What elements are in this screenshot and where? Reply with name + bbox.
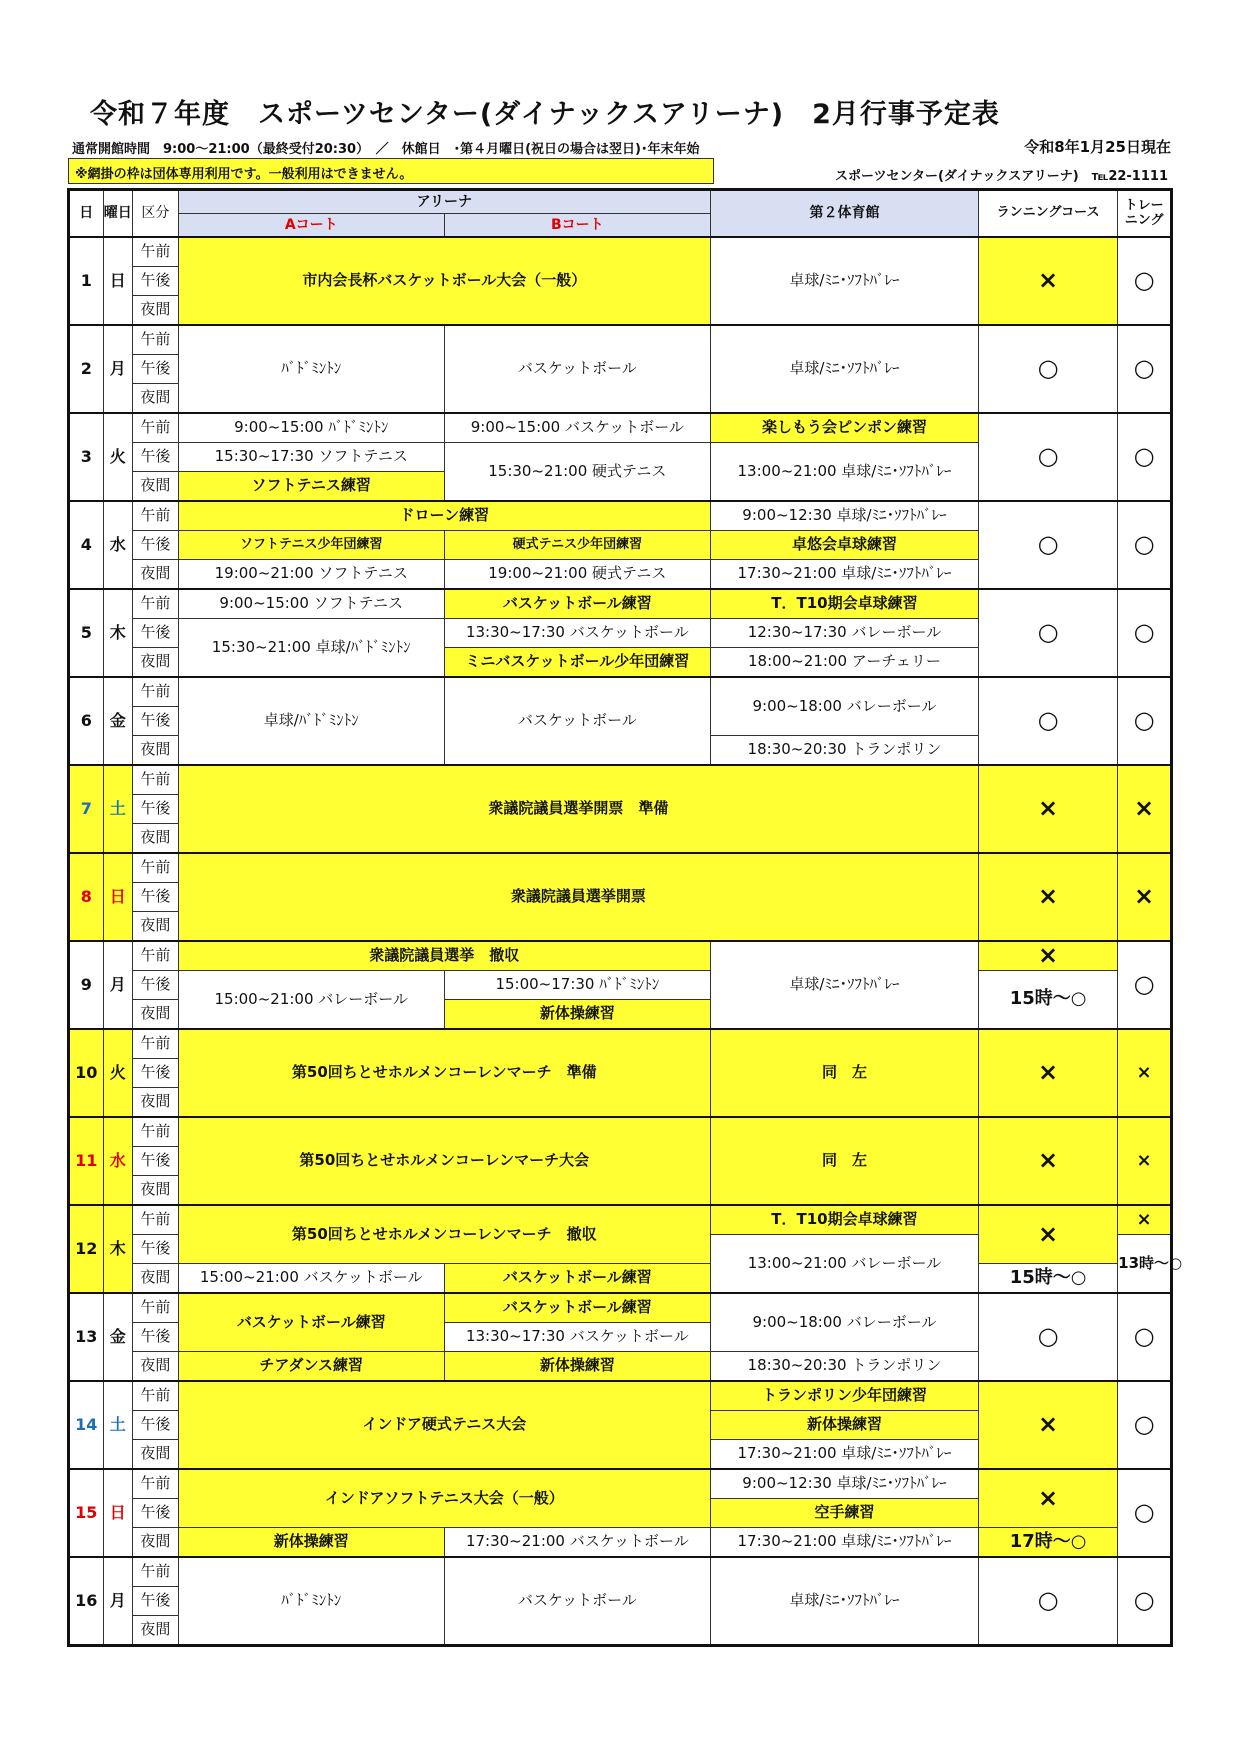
running-course-cell: ○ — [979, 677, 1118, 765]
period-label: 午後 — [132, 531, 178, 560]
period-label: 午前 — [132, 853, 178, 883]
gym2-cell: トランポリン少年団練習 — [710, 1381, 978, 1411]
page-title: 令和７年度 スポーツセンター(ダイナックスアリーナ) 2月行事予定表 — [90, 99, 1000, 130]
gym2-cell: 卓球/ﾐﾆ･ｿﾌﾄﾊﾞﾚｰ — [710, 941, 978, 1029]
day-number: 13 — [69, 1293, 104, 1381]
schedule-row — [69, 677, 1172, 707]
period-label: 夜間 — [132, 472, 178, 502]
schedule-row — [69, 853, 1172, 883]
period-label: 午前 — [132, 589, 178, 619]
training-cell: × — [1118, 1117, 1172, 1205]
header-b-court: Bコート — [444, 214, 710, 238]
running-course-cell: × — [979, 853, 1118, 941]
day-number: 3 — [69, 413, 104, 501]
period-label: 午後 — [132, 971, 178, 1000]
day-of-week: 月 — [103, 941, 132, 1029]
day-of-week: 日 — [103, 853, 132, 941]
running-course-cell: × — [979, 941, 1118, 971]
b-court-cell: 17:30~21:00 バスケットボール — [444, 1528, 710, 1558]
period-label: 夜間 — [132, 296, 178, 326]
a-court-cell: 新体操練習 — [178, 1528, 444, 1558]
period-label: 夜間 — [132, 1528, 178, 1558]
shaded-cell-notice: ※網掛の枠は団体専用利用です。一般利用はできません。 — [68, 158, 714, 184]
b-court-cell: 9:00~15:00 バスケットボール — [444, 413, 710, 443]
training-cell: × — [1118, 853, 1172, 941]
schedule-row — [69, 1264, 1172, 1294]
day-of-week: 月 — [103, 1557, 132, 1646]
period-label: 午後 — [132, 619, 178, 648]
training-cell: ○ — [1118, 501, 1172, 589]
day-of-week: 日 — [103, 1469, 132, 1557]
header-dow: 曜日 — [103, 190, 132, 238]
schedule-row — [69, 589, 1172, 619]
b-court-cell: 硬式テニス少年団練習 — [444, 531, 710, 560]
a-court-cell: 15:30~21:00 卓球/ﾊﾞﾄﾞﾐﾝﾄﾝ — [178, 619, 444, 678]
a-court-cell: 19:00~21:00 ソフトテニス — [178, 560, 444, 590]
b-court-cell: 13:30~17:30 バスケットボール — [444, 619, 710, 648]
period-label: 夜間 — [132, 1616, 178, 1646]
day-number: 4 — [69, 501, 104, 589]
period-label: 午後 — [132, 355, 178, 384]
gym2-cell: 13:00~21:00 卓球/ﾐﾆ･ｿﾌﾄﾊﾞﾚｰ — [710, 443, 978, 502]
day-of-week: 月 — [103, 325, 132, 413]
period-label: 午前 — [132, 325, 178, 355]
arena-cell: インドア硬式テニス大会 — [178, 1381, 710, 1469]
schedule-row — [69, 1557, 1172, 1587]
running-course-cell: ○ — [979, 589, 1118, 677]
b-court-cell: バスケットボール練習 — [444, 1264, 710, 1294]
b-court-cell: ミニバスケットボール少年団練習 — [444, 648, 710, 678]
period-label: 午後 — [132, 707, 178, 736]
arena-cell: ドローン練習 — [178, 501, 710, 531]
training-cell: ○ — [1118, 1293, 1172, 1381]
day-of-week: 火 — [103, 413, 132, 501]
gym2-cell: 18:00~21:00 アーチェリー — [710, 648, 978, 678]
day-of-week: 土 — [103, 765, 132, 853]
period-label: 午後 — [132, 883, 178, 912]
a-court-cell: 9:00~15:00 ソフトテニス — [178, 589, 444, 619]
day-number: 11 — [69, 1117, 104, 1205]
period-label: 午後 — [132, 1587, 178, 1616]
schedule-row — [69, 1205, 1172, 1235]
day-number: 6 — [69, 677, 104, 765]
a-court-cell: ﾊﾞﾄﾞﾐﾝﾄﾝ — [178, 1557, 444, 1646]
period-label: 夜間 — [132, 824, 178, 854]
running-course-cell: × — [979, 1469, 1118, 1528]
b-court-cell: 15:30~21:00 硬式テニス — [444, 443, 710, 502]
day-number: 1 — [69, 237, 104, 325]
b-court-cell: 15:00~17:30 ﾊﾞﾄﾞﾐﾝﾄﾝ — [444, 971, 710, 1000]
a-court-cell: ソフトテニス少年団練習 — [178, 531, 444, 560]
arena-cell: 第50回ちとせホルメンコーレンマーチ 撤収 — [178, 1205, 710, 1264]
header-kubun: 区分 — [132, 190, 178, 238]
day-of-week: 金 — [103, 1293, 132, 1381]
running-course-cell: 15時～○ — [979, 971, 1118, 1030]
period-label: 夜間 — [132, 1440, 178, 1470]
gym2-cell: 卓球/ﾐﾆ･ｿﾌﾄﾊﾞﾚｰ — [710, 237, 978, 325]
period-label: 夜間 — [132, 1264, 178, 1294]
day-of-week: 火 — [103, 1029, 132, 1117]
gym2-cell: 17:30~21:00 卓球/ﾐﾆ･ｿﾌﾄﾊﾞﾚｰ — [710, 560, 978, 590]
period-label: 午後 — [132, 1411, 178, 1440]
day-of-week: 土 — [103, 1381, 132, 1469]
period-label: 午後 — [132, 443, 178, 472]
schedule-row — [69, 325, 1172, 355]
training-cell: ○ — [1118, 589, 1172, 677]
period-label: 午後 — [132, 267, 178, 296]
b-court-cell: バスケットボール — [444, 325, 710, 413]
a-court-cell: ソフトテニス練習 — [178, 472, 444, 502]
day-number: 7 — [69, 765, 104, 853]
schedule-row — [69, 1029, 1172, 1059]
b-court-cell: バスケットボール練習 — [444, 1293, 710, 1323]
b-court-cell: バスケットボール練習 — [444, 589, 710, 619]
running-course-cell: × — [979, 1117, 1118, 1205]
a-court-cell: バスケットボール練習 — [178, 1293, 444, 1352]
gym2-cell: 新体操練習 — [710, 1411, 978, 1440]
as-of-date: 令和8年1月25日現在 — [1024, 138, 1171, 156]
running-course-cell: × — [979, 237, 1118, 325]
arena-gym2-cell: 衆議院議員選挙開票 — [178, 853, 978, 941]
a-court-cell: 15:00~21:00 バレーボール — [178, 971, 444, 1030]
schedule-row — [69, 1469, 1172, 1499]
period-label: 午後 — [132, 1147, 178, 1176]
gym2-cell: 18:30~20:30 トランポリン — [710, 736, 978, 766]
period-label: 夜間 — [132, 736, 178, 766]
training-cell: × — [1118, 765, 1172, 853]
running-course-cell: ○ — [979, 1557, 1118, 1646]
day-number: 14 — [69, 1381, 104, 1469]
running-course-cell: × — [979, 1381, 1118, 1469]
period-label: 午前 — [132, 1117, 178, 1147]
gym2-cell: 卓球/ﾐﾆ･ｿﾌﾄﾊﾞﾚｰ — [710, 325, 978, 413]
schedule-table — [67, 188, 1183, 1647]
day-number: 16 — [69, 1557, 104, 1646]
gym2-cell: 13:00~21:00 バレーボール — [710, 1235, 978, 1294]
training-cell: × — [1118, 1029, 1172, 1117]
schedule-row — [69, 501, 1172, 531]
period-label: 夜間 — [132, 384, 178, 414]
training-cell: ○ — [1118, 237, 1172, 325]
arena-cell: インドアソフトテニス大会（一般） — [178, 1469, 710, 1528]
b-court-cell: 新体操練習 — [444, 1000, 710, 1030]
header-training: トレーニング — [1118, 190, 1172, 238]
training-cell: ○ — [1118, 1381, 1172, 1469]
day-number: 10 — [69, 1029, 104, 1117]
running-course-cell: ○ — [979, 325, 1118, 413]
schedule-row — [69, 1117, 1172, 1147]
running-course-cell: × — [979, 765, 1118, 853]
running-course-cell: ○ — [979, 1293, 1118, 1381]
header-day: 日 — [69, 190, 104, 238]
schedule-row — [69, 971, 1172, 1000]
header-a-court: Aコート — [178, 214, 444, 238]
a-court-cell: 15:00~21:00 バスケットボール — [178, 1264, 444, 1294]
gym2-cell: 空手練習 — [710, 1499, 978, 1528]
period-label: 夜間 — [132, 912, 178, 942]
day-number: 12 — [69, 1205, 104, 1293]
header-row-1 — [69, 190, 1172, 214]
b-court-cell: 新体操練習 — [444, 1352, 710, 1382]
training-cell: ○ — [1118, 941, 1172, 1029]
a-court-cell: 9:00~15:00 ﾊﾞﾄﾞﾐﾝﾄﾝ — [178, 413, 444, 443]
training-cell: ○ — [1118, 413, 1172, 501]
period-label: 午後 — [132, 1235, 178, 1264]
gym2-cell: 17:30~21:00 卓球/ﾐﾆ･ｿﾌﾄﾊﾞﾚｰ — [710, 1528, 978, 1558]
day-number: 8 — [69, 853, 104, 941]
training-cell: ○ — [1118, 677, 1172, 765]
period-label: 午前 — [132, 941, 178, 971]
training-cell: × — [1118, 1205, 1172, 1235]
schedule-row — [69, 237, 1172, 267]
day-of-week: 木 — [103, 1205, 132, 1293]
gym2-cell: 同 左 — [710, 1117, 978, 1205]
period-label: 午前 — [132, 501, 178, 531]
gym2-cell: 卓球/ﾐﾆ･ｿﾌﾄﾊﾞﾚｰ — [710, 1557, 978, 1646]
arena-cell: 衆議院議員選挙 撤収 — [178, 941, 710, 971]
schedule-row — [69, 765, 1172, 795]
period-label: 夜間 — [132, 560, 178, 590]
day-of-week: 水 — [103, 501, 132, 589]
period-label: 夜間 — [132, 1000, 178, 1030]
gym2-cell: 17:30~21:00 卓球/ﾐﾆ･ｿﾌﾄﾊﾞﾚｰ — [710, 1440, 978, 1470]
header-gym2: 第２体育館 — [710, 190, 978, 238]
period-label: 午前 — [132, 677, 178, 707]
arena-cell: 市内会長杯バスケットボール大会（一般） — [178, 237, 710, 325]
gym2-cell: 18:30~20:30 トランポリン — [710, 1352, 978, 1382]
period-label: 午前 — [132, 1381, 178, 1411]
day-number: 15 — [69, 1469, 104, 1557]
running-course-cell: 15時～○ — [979, 1264, 1118, 1294]
schedule-row — [69, 413, 1172, 443]
a-court-cell: ﾊﾞﾄﾞﾐﾝﾄﾝ — [178, 325, 444, 413]
period-label: 午前 — [132, 765, 178, 795]
schedule-row — [69, 1381, 1172, 1411]
arena-cell: 第50回ちとせホルメンコーレンマーチ大会 — [178, 1117, 710, 1205]
training-cell: 13時～○ — [1118, 1235, 1172, 1294]
schedule-row — [69, 1293, 1172, 1323]
b-court-cell: バスケットボール — [444, 677, 710, 765]
opening-hours-note: 通常開館時間 9:00～21:00（最終受付20:30） ／ 休館日 ･第４月曜日(祝日の場合は翌日)･年末年始 — [72, 142, 700, 157]
period-label: 午前 — [132, 237, 178, 267]
a-court-cell: 15:30~17:30 ソフトテニス — [178, 443, 444, 472]
day-number: 2 — [69, 325, 104, 413]
period-label: 夜間 — [132, 1176, 178, 1206]
a-court-cell: 卓球/ﾊﾞﾄﾞﾐﾝﾄﾝ — [178, 677, 444, 765]
venue-phone: スポーツセンター(ダイナックスアリーナ) ℡22-1111 — [835, 169, 1168, 184]
day-of-week: 日 — [103, 237, 132, 325]
period-label: 午前 — [132, 1205, 178, 1235]
running-course-cell: 17時～○ — [979, 1528, 1118, 1558]
period-label: 午前 — [132, 1029, 178, 1059]
training-cell: ○ — [1118, 1469, 1172, 1557]
gym2-cell: 卓悠会卓球練習 — [710, 531, 978, 560]
gym2-cell: 楽しもう会ピンポン練習 — [710, 413, 978, 443]
period-label: 午後 — [132, 1499, 178, 1528]
day-of-week: 木 — [103, 589, 132, 677]
period-label: 午前 — [132, 1557, 178, 1587]
running-course-cell: ○ — [979, 501, 1118, 589]
period-label: 夜間 — [132, 1088, 178, 1118]
period-label: 午後 — [132, 1323, 178, 1352]
gym2-cell: 9:00~12:30 卓球/ﾐﾆ･ｿﾌﾄﾊﾞﾚｰ — [710, 501, 978, 531]
running-course-cell: ○ — [979, 413, 1118, 501]
gym2-cell: 9:00~12:30 卓球/ﾐﾆ･ｿﾌﾄﾊﾞﾚｰ — [710, 1469, 978, 1499]
gym2-cell: T．T10期会卓球練習 — [710, 1205, 978, 1235]
gym2-cell: 12:30~17:30 バレーボール — [710, 619, 978, 648]
period-label: 午後 — [132, 1059, 178, 1088]
running-course-cell: × — [979, 1029, 1118, 1117]
arena-gym2-cell: 衆議院議員選挙開票 準備 — [178, 765, 978, 853]
a-court-cell: チアダンス練習 — [178, 1352, 444, 1382]
day-number: 9 — [69, 941, 104, 1029]
b-court-cell: バスケットボール — [444, 1557, 710, 1646]
gym2-cell: 同 左 — [710, 1029, 978, 1117]
training-cell: ○ — [1118, 325, 1172, 413]
period-label: 午後 — [132, 795, 178, 824]
b-court-cell: 13:30~17:30 バスケットボール — [444, 1323, 710, 1352]
period-label: 午前 — [132, 1469, 178, 1499]
day-of-week: 金 — [103, 677, 132, 765]
arena-cell: 第50回ちとせホルメンコーレンマーチ 準備 — [178, 1029, 710, 1117]
gym2-cell: 9:00~18:00 バレーボール — [710, 1293, 978, 1352]
period-label: 午前 — [132, 1293, 178, 1323]
b-court-cell: 19:00~21:00 硬式テニス — [444, 560, 710, 590]
header-running-course: ランニングコース — [979, 190, 1118, 238]
period-label: 午前 — [132, 413, 178, 443]
training-cell: ○ — [1118, 1557, 1172, 1646]
gym2-cell: 9:00~18:00 バレーボール — [710, 677, 978, 736]
day-of-week: 水 — [103, 1117, 132, 1205]
schedule-row — [69, 941, 1172, 971]
period-label: 夜間 — [132, 648, 178, 678]
day-number: 5 — [69, 589, 104, 677]
schedule-row — [69, 1528, 1172, 1558]
running-course-cell: × — [979, 1205, 1118, 1264]
period-label: 夜間 — [132, 1352, 178, 1382]
gym2-cell: T．T10期会卓球練習 — [710, 589, 978, 619]
header-arena: アリーナ — [178, 190, 710, 214]
